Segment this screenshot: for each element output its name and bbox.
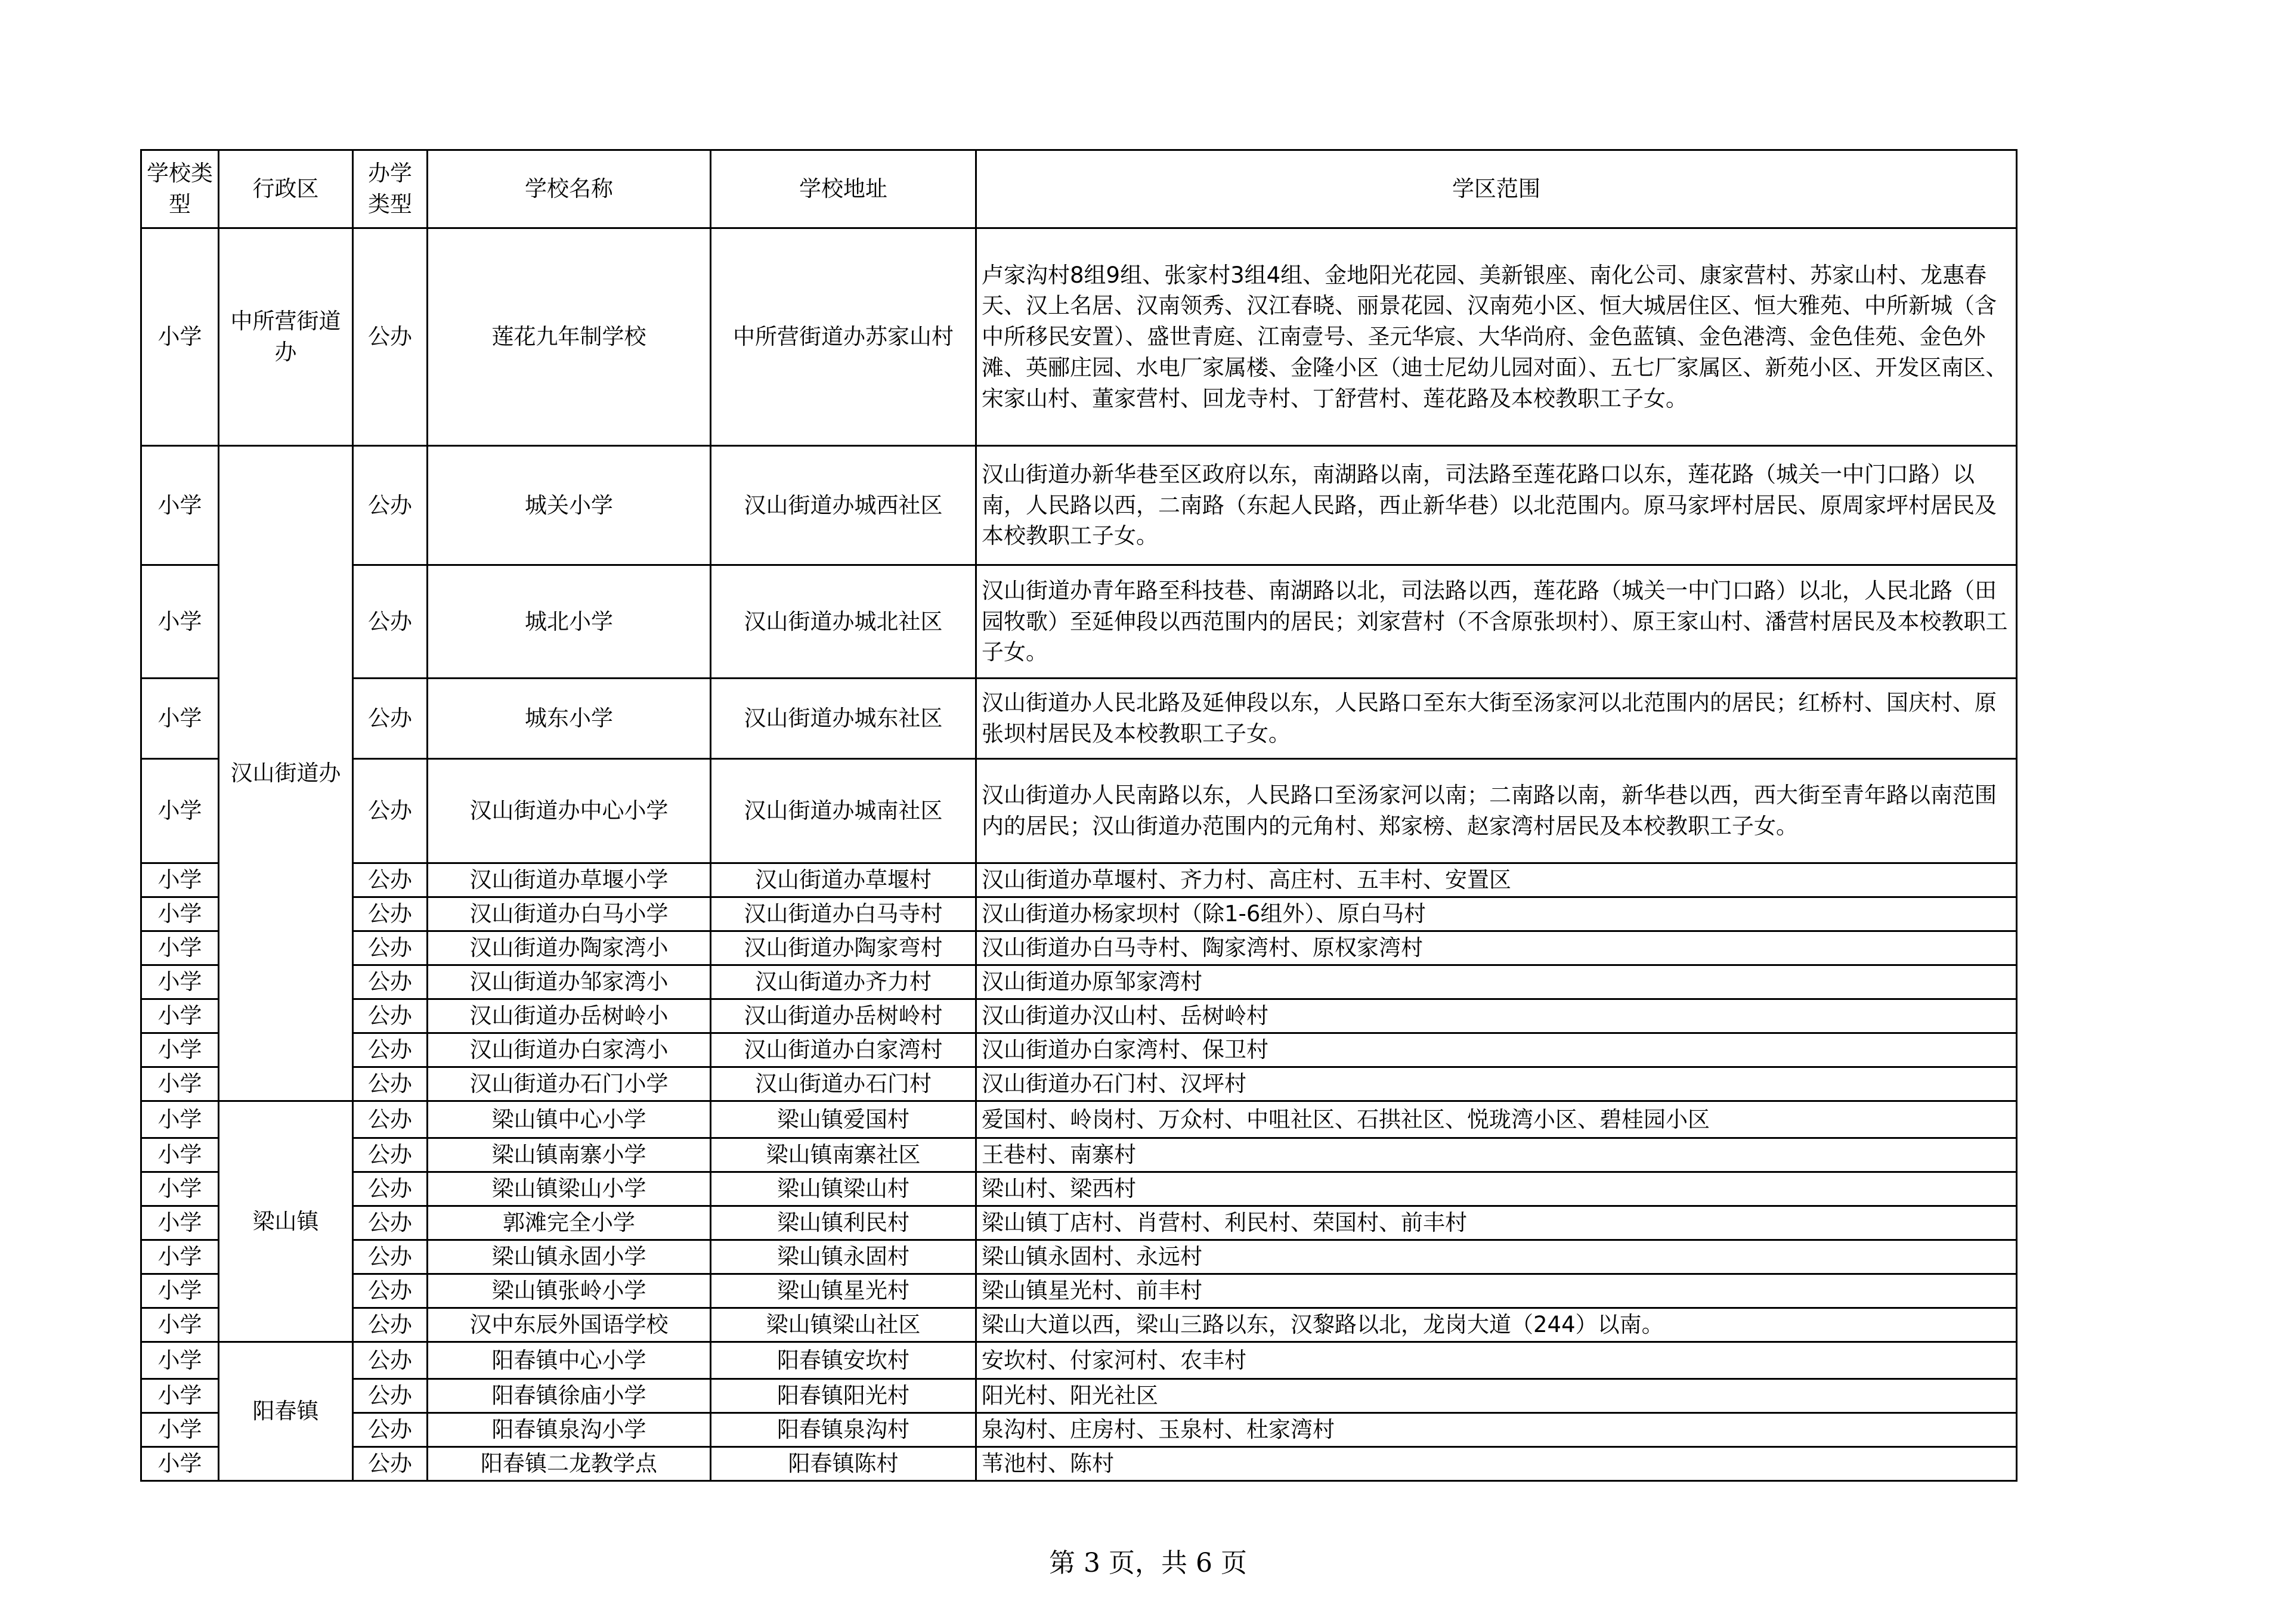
header-district: 行政区 — [219, 150, 353, 228]
cell-school-type: 小学 — [141, 565, 219, 679]
table-row — [141, 931, 2017, 965]
cell-address: 梁山镇永固村 — [711, 1240, 976, 1274]
table-row — [141, 1342, 2017, 1379]
cell-address: 汉山街道办城东社区 — [711, 679, 976, 759]
header-run-type: 办学类型 — [353, 150, 428, 228]
cell-range: 梁山镇丁店村、肖营村、利民村、荣国村、前丰村 — [976, 1206, 2017, 1240]
cell-school-type: 小学 — [141, 759, 219, 863]
cell-range: 梁山镇星光村、前丰村 — [976, 1274, 2017, 1308]
cell-school-type: 小学 — [141, 931, 219, 965]
cell-school-name: 汉山街道办白马小学 — [428, 897, 711, 931]
school-district-table — [140, 149, 2017, 1482]
cell-range: 卢家沟村8组9组、张家村3组4组、金地阳光花园、美新银座、南化公司、康家营村、苏家山村、龙惠春天、汉上名居、汉南领秀、汉江春晓、丽景花园、汉南苑小区、恒大城居住区、恒大雅苑、中所新城（含中所移民安置）、盛世青庭、江南壹号、圣元华宸、大华尚府、金色蓝镇、金色港湾、金色佳苑、金色外滩、英郦庄园、水电厂家属楼、金隆小区（迪士尼幼儿园对面）、五七厂家属区、新苑小区、开发区南区、宋家山村、董家营村、回龙寺村、丁舒营村、莲花路及本校教职工子女。 — [976, 228, 2017, 446]
cell-school-type: 小学 — [141, 1308, 219, 1342]
cell-range: 汉山街道办白马寺村、陶家湾村、原权家湾村 — [976, 931, 2017, 965]
table-row — [141, 999, 2017, 1033]
cell-school-name: 梁山镇中心小学 — [428, 1101, 711, 1138]
cell-school-name: 汉山街道办草堰小学 — [428, 863, 711, 897]
cell-school-name: 梁山镇张岭小学 — [428, 1274, 711, 1308]
table-row — [141, 897, 2017, 931]
cell-range: 王巷村、南寨村 — [976, 1138, 2017, 1172]
cell-run-type: 公办 — [353, 1379, 428, 1413]
cell-range: 汉山街道办杨家坝村（除1-6组外）、原白马村 — [976, 897, 2017, 931]
cell-run-type: 公办 — [353, 1240, 428, 1274]
cell-run-type: 公办 — [353, 1274, 428, 1308]
cell-range: 汉山街道办新华巷至区政府以东，南湖路以南，司法路至莲花路口以东，莲花路（城关一中门口路）以南，人民路以西，二南路（东起人民路，西止新华巷）以北范围内。原马家坪村居民、原周家坪村居民及本校教职工子女。 — [976, 446, 2017, 565]
cell-school-name: 阳春镇徐庙小学 — [428, 1379, 711, 1413]
cell-school-type: 小学 — [141, 679, 219, 759]
cell-range: 汉山街道办白家湾村、保卫村 — [976, 1033, 2017, 1067]
cell-address: 汉山街道办城西社区 — [711, 446, 976, 565]
cell-school-name: 城东小学 — [428, 679, 711, 759]
table-row — [141, 1413, 2017, 1447]
table-row — [141, 965, 2017, 999]
cell-district: 中所营街道办 — [219, 228, 353, 446]
cell-run-type: 公办 — [353, 1308, 428, 1342]
cell-address: 汉山街道办城南社区 — [711, 759, 976, 863]
cell-district: 梁山镇 — [219, 1101, 353, 1342]
table-header-row — [141, 150, 2017, 228]
cell-address: 梁山镇星光村 — [711, 1274, 976, 1308]
cell-run-type: 公办 — [353, 931, 428, 965]
cell-run-type: 公办 — [353, 999, 428, 1033]
table-row — [141, 1067, 2017, 1101]
table-row — [141, 1172, 2017, 1206]
cell-address: 汉山街道办齐力村 — [711, 965, 976, 999]
cell-school-name: 莲花九年制学校 — [428, 228, 711, 446]
cell-address: 汉山街道办石门村 — [711, 1067, 976, 1101]
cell-school-name: 郭滩完全小学 — [428, 1206, 711, 1240]
table-row — [141, 1274, 2017, 1308]
cell-range: 安坎村、付家河村、农丰村 — [976, 1342, 2017, 1379]
page-footer: 第 3 页，共 6 页 — [1049, 1548, 1247, 1578]
table-row — [141, 1206, 2017, 1240]
cell-school-name: 汉山街道办白家湾小 — [428, 1033, 711, 1067]
cell-range: 苇池村、陈村 — [976, 1447, 2017, 1481]
cell-district: 阳春镇 — [219, 1342, 353, 1481]
cell-run-type: 公办 — [353, 565, 428, 679]
cell-range: 梁山村、梁西村 — [976, 1172, 2017, 1206]
cell-range: 爱国村、岭岗村、万众村、中咀社区、石拱社区、悦珑湾小区、碧桂园小区 — [976, 1101, 2017, 1138]
cell-run-type: 公办 — [353, 679, 428, 759]
cell-school-name: 汉山街道办岳树岭小 — [428, 999, 711, 1033]
cell-school-type: 小学 — [141, 1101, 219, 1138]
table-row — [141, 1308, 2017, 1342]
cell-run-type: 公办 — [353, 759, 428, 863]
cell-range: 泉沟村、庄房村、玉泉村、杜家湾村 — [976, 1413, 2017, 1447]
cell-school-type: 小学 — [141, 999, 219, 1033]
cell-district: 汉山街道办 — [219, 446, 353, 1101]
cell-school-type: 小学 — [141, 1138, 219, 1172]
cell-range: 汉山街道办汉山村、岳树岭村 — [976, 999, 2017, 1033]
table-row — [141, 1447, 2017, 1481]
cell-range: 汉山街道办人民南路以东，人民路口至汤家河以南；二南路以南，新华巷以西，西大街至青年路以南范围内的居民；汉山街道办范围内的元角村、郑家榜、赵家湾村居民及本校教职工子女。 — [976, 759, 2017, 863]
cell-school-type: 小学 — [141, 1033, 219, 1067]
cell-school-name: 汉山街道办陶家湾小 — [428, 931, 711, 965]
table-body — [141, 228, 2017, 1481]
table-row — [141, 565, 2017, 679]
cell-school-type: 小学 — [141, 1206, 219, 1240]
cell-run-type: 公办 — [353, 1033, 428, 1067]
cell-run-type: 公办 — [353, 1067, 428, 1101]
cell-school-type: 小学 — [141, 1379, 219, 1413]
table-row — [141, 863, 2017, 897]
cell-school-name: 汉山街道办石门小学 — [428, 1067, 711, 1101]
table-row — [141, 1379, 2017, 1413]
cell-address: 汉山街道办岳树岭村 — [711, 999, 976, 1033]
cell-school-name: 汉山街道办邹家湾小 — [428, 965, 711, 999]
cell-range: 汉山街道办石门村、汉坪村 — [976, 1067, 2017, 1101]
cell-school-name: 阳春镇泉沟小学 — [428, 1413, 711, 1447]
table-row — [141, 759, 2017, 863]
cell-range: 汉山街道办原邹家湾村 — [976, 965, 2017, 999]
table-row — [141, 1138, 2017, 1172]
cell-school-name: 梁山镇南寨小学 — [428, 1138, 711, 1172]
cell-address: 梁山镇南寨社区 — [711, 1138, 976, 1172]
cell-range: 阳光村、阳光社区 — [976, 1379, 2017, 1413]
cell-run-type: 公办 — [353, 1447, 428, 1481]
cell-range: 汉山街道办草堰村、齐力村、高庄村、五丰村、安置区 — [976, 863, 2017, 897]
cell-range: 汉山街道办青年路至科技巷、南湖路以北，司法路以西，莲花路（城关一中门口路）以北，人民北路（田园牧歌）至延伸段以西范围内的居民；刘家营村（不含原张坝村）、原王家山村、潘营村居民及本校教职工子女。 — [976, 565, 2017, 679]
cell-school-type: 小学 — [141, 1067, 219, 1101]
cell-run-type: 公办 — [353, 1342, 428, 1379]
cell-range: 梁山镇永固村、永远村 — [976, 1240, 2017, 1274]
cell-address: 梁山镇梁山社区 — [711, 1308, 976, 1342]
cell-address: 梁山镇利民村 — [711, 1206, 976, 1240]
cell-address: 阳春镇安坎村 — [711, 1342, 976, 1379]
cell-address: 中所营街道办苏家山村 — [711, 228, 976, 446]
table-row — [141, 1101, 2017, 1138]
cell-school-name: 汉中东辰外国语学校 — [428, 1308, 711, 1342]
cell-range: 梁山大道以西，梁山三路以东，汉黎路以北，龙岗大道（244）以南。 — [976, 1308, 2017, 1342]
cell-run-type: 公办 — [353, 446, 428, 565]
cell-run-type: 公办 — [353, 863, 428, 897]
cell-address: 梁山镇爱国村 — [711, 1101, 976, 1138]
cell-school-name: 梁山镇梁山小学 — [428, 1172, 711, 1206]
table-row — [141, 228, 2017, 446]
cell-run-type: 公办 — [353, 965, 428, 999]
header-address: 学校地址 — [711, 150, 976, 228]
cell-school-type: 小学 — [141, 1447, 219, 1481]
cell-address: 汉山街道办城北社区 — [711, 565, 976, 679]
cell-run-type: 公办 — [353, 1138, 428, 1172]
cell-school-type: 小学 — [141, 1342, 219, 1379]
cell-school-type: 小学 — [141, 1413, 219, 1447]
cell-address: 阳春镇泉沟村 — [711, 1413, 976, 1447]
cell-school-name: 梁山镇永固小学 — [428, 1240, 711, 1274]
cell-school-type: 小学 — [141, 863, 219, 897]
cell-school-name: 城北小学 — [428, 565, 711, 679]
table-row — [141, 679, 2017, 759]
cell-school-type: 小学 — [141, 446, 219, 565]
cell-run-type: 公办 — [353, 1101, 428, 1138]
cell-school-name: 阳春镇二龙教学点 — [428, 1447, 711, 1481]
cell-address: 汉山街道办白家湾村 — [711, 1033, 976, 1067]
cell-address: 汉山街道办陶家弯村 — [711, 931, 976, 965]
cell-school-type: 小学 — [141, 1172, 219, 1206]
table-row — [141, 446, 2017, 565]
cell-address: 阳春镇陈村 — [711, 1447, 976, 1481]
cell-address: 阳春镇阳光村 — [711, 1379, 976, 1413]
cell-run-type: 公办 — [353, 1413, 428, 1447]
table-row — [141, 1240, 2017, 1274]
cell-school-type: 小学 — [141, 897, 219, 931]
cell-school-type: 小学 — [141, 1274, 219, 1308]
cell-school-name: 汉山街道办中心小学 — [428, 759, 711, 863]
table-row — [141, 1033, 2017, 1067]
cell-school-type: 小学 — [141, 1240, 219, 1274]
header-school-type: 学校类型 — [141, 150, 219, 228]
cell-school-type: 小学 — [141, 965, 219, 999]
cell-range: 汉山街道办人民北路及延伸段以东，人民路口至东大街至汤家河以北范围内的居民；红桥村、国庆村、原张坝村居民及本校教职工子女。 — [976, 679, 2017, 759]
header-school-name: 学校名称 — [428, 150, 711, 228]
cell-address: 梁山镇梁山村 — [711, 1172, 976, 1206]
header-range: 学区范围 — [976, 150, 2017, 228]
cell-school-name: 城关小学 — [428, 446, 711, 565]
cell-address: 汉山街道办草堰村 — [711, 863, 976, 897]
cell-school-type: 小学 — [141, 228, 219, 446]
cell-run-type: 公办 — [353, 228, 428, 446]
cell-run-type: 公办 — [353, 1172, 428, 1206]
cell-school-name: 阳春镇中心小学 — [428, 1342, 711, 1379]
cell-address: 汉山街道办白马寺村 — [711, 897, 976, 931]
cell-run-type: 公办 — [353, 1206, 428, 1240]
cell-run-type: 公办 — [353, 897, 428, 931]
